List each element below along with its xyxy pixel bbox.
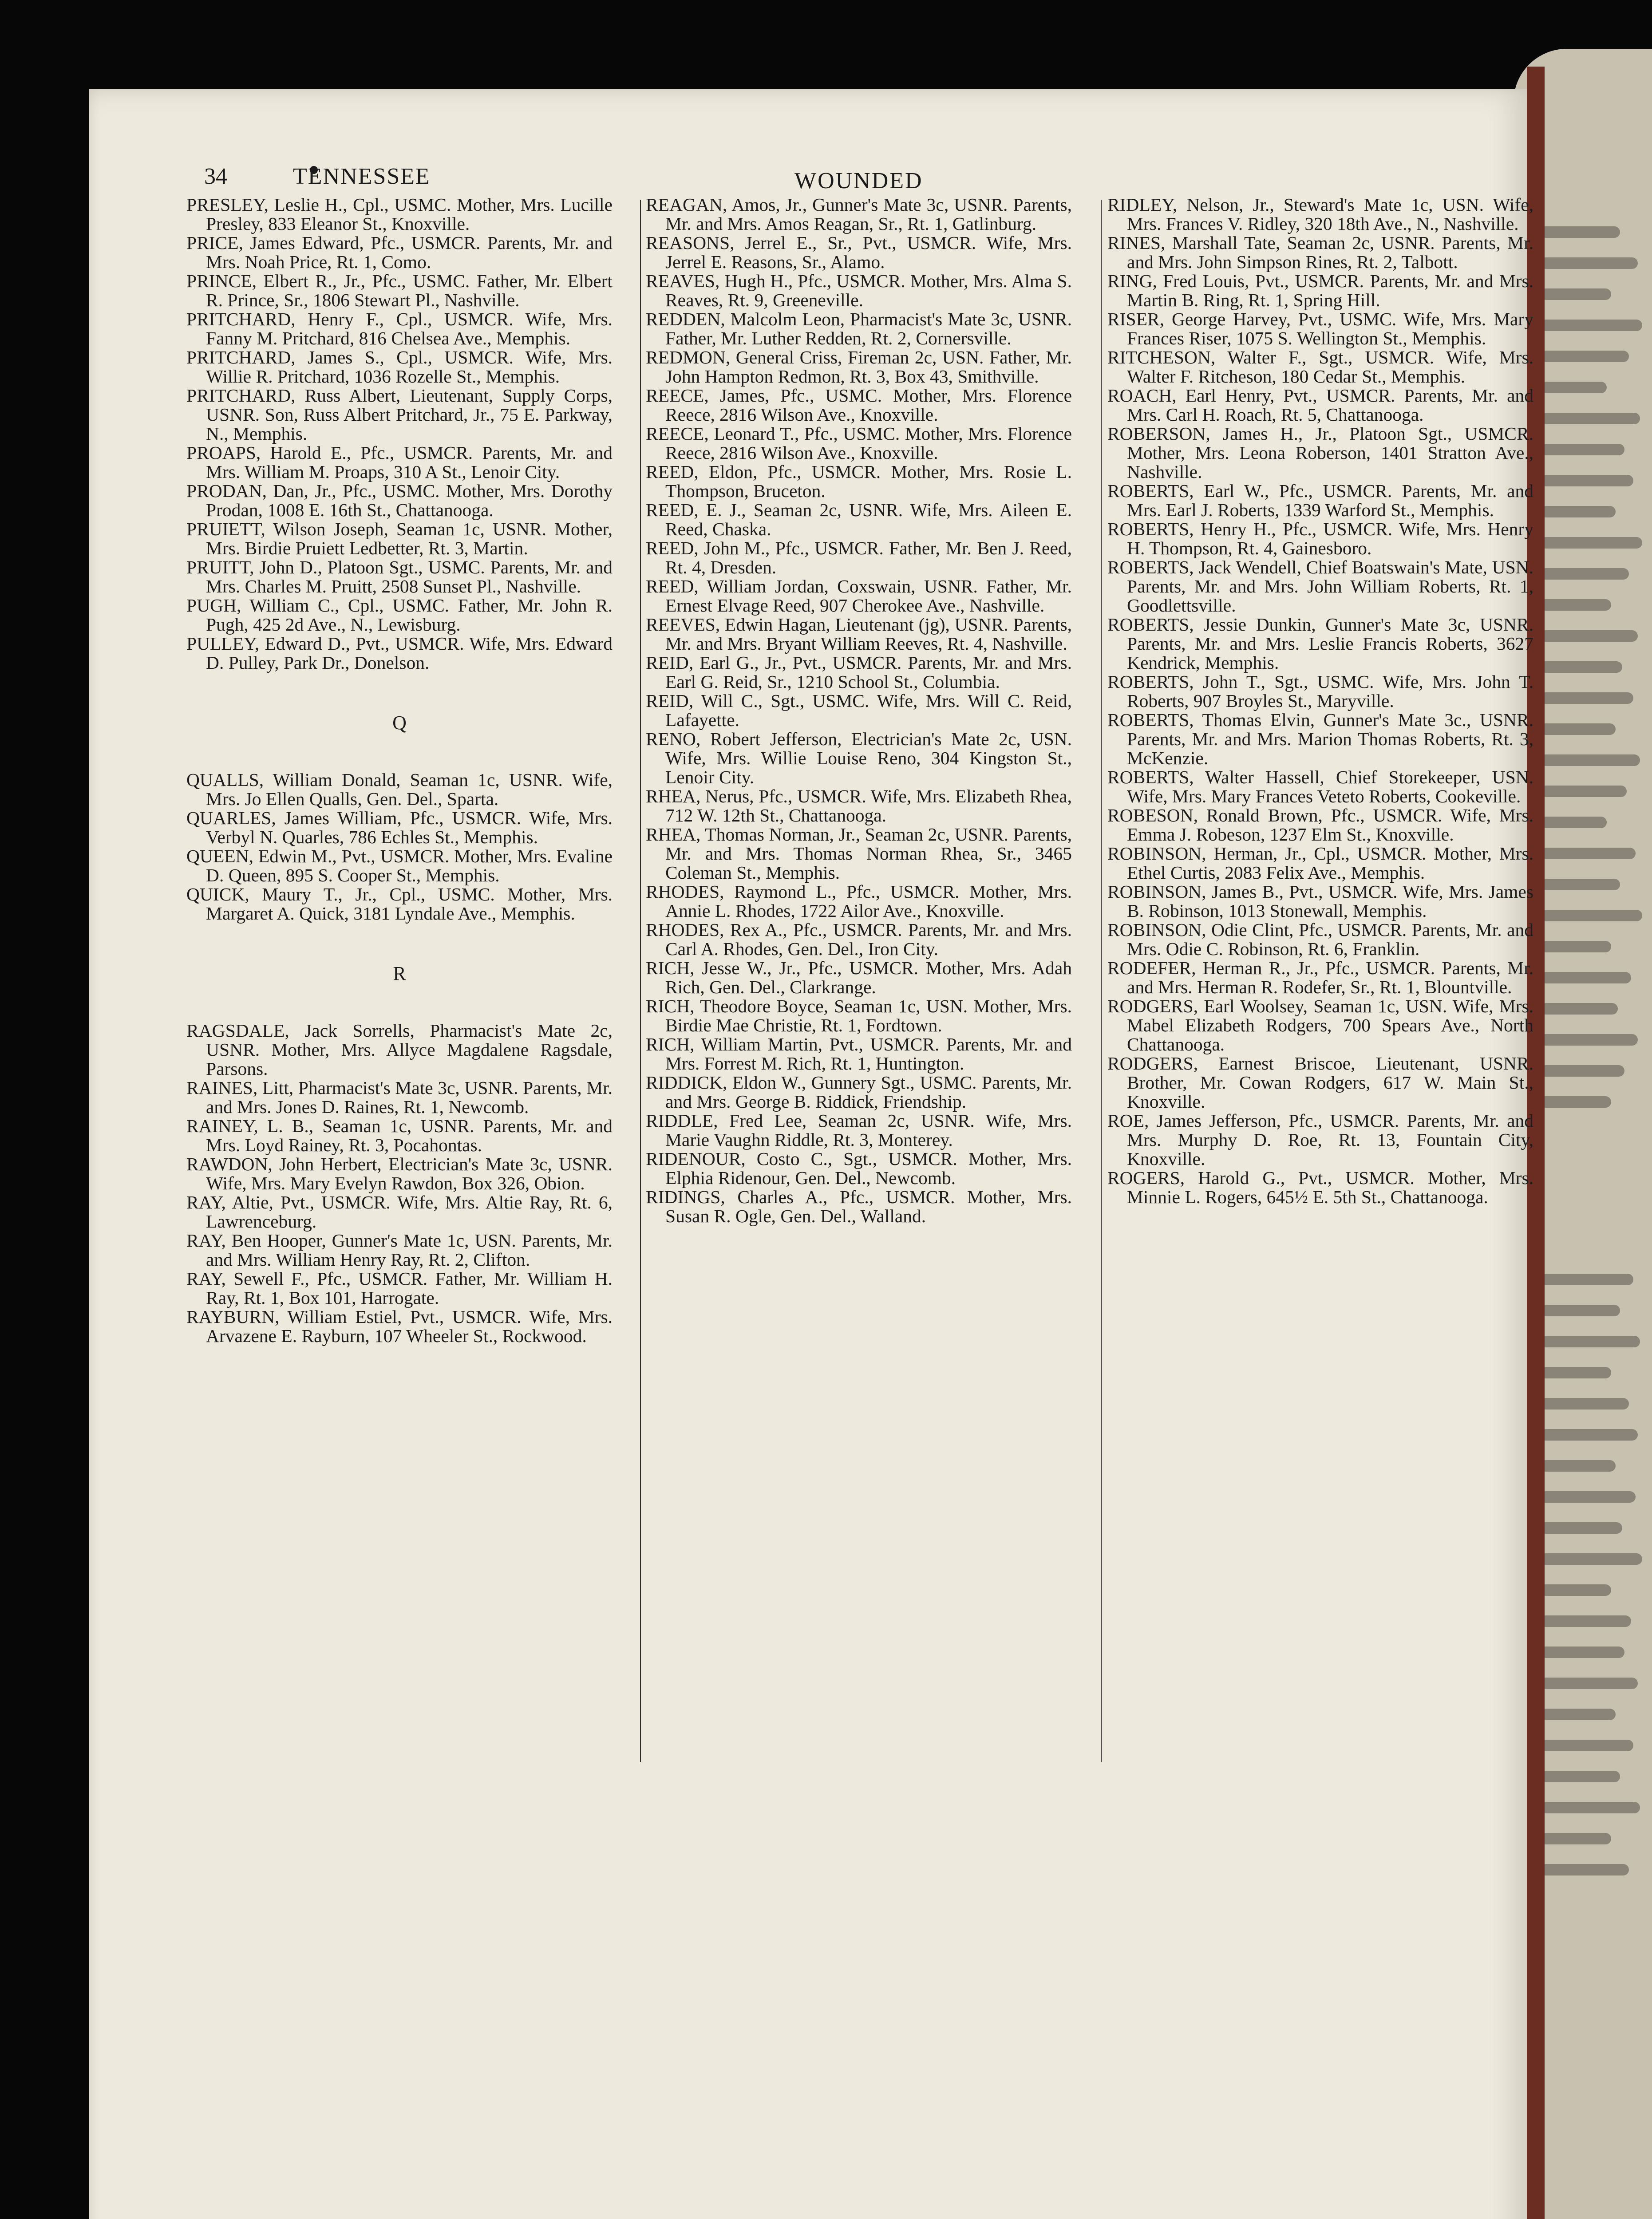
casualty-entry: REED, Eldon, Pfc., USMCR. Mother, Mrs. Rosie L. Thompson, Bruceton. xyxy=(646,462,1072,501)
casualty-entry: REED, E. J., Seaman 2c, USNR. Wife, Mrs. Aileen E. Reed, Chaska. xyxy=(646,500,1072,539)
casualty-entry: PROAPS, Harold E., Pfc., USMCR. Parents, Mr. and Mrs. William M. Proaps, 310 A St., Lenoir City. xyxy=(186,442,613,482)
page-header xyxy=(204,163,1652,193)
casualty-entry: REED, William Jordan, Coxswain, USNR. Father, Mr. Ernest Elvage Reed, 907 Cherokee Ave., Nashville. xyxy=(646,576,1072,616)
casualty-entry: QUICK, Maury T., Jr., Cpl., USMC. Mother, Mrs. Margaret A. Quick, 3181 Lyndale Ave., Memphis. xyxy=(186,884,613,924)
casualty-entry: RAY, Altie, Pvt., USMCR. Wife, Mrs. Altie Ray, Rt. 6, Lawrenceburg. xyxy=(186,1192,613,1232)
casualty-entry: RHODES, Rex A., Pfc., USMCR. Parents, Mr. and Mrs. Carl A. Rhodes, Gen. Del., Iron City. xyxy=(646,920,1072,959)
casualty-entry: RAINES, Litt, Pharmacist's Mate 3c, USNR. Parents, Mr. and Mrs. Jones D. Raines, Rt. 1, Newcomb. xyxy=(186,1078,613,1117)
section-letter: Q xyxy=(392,712,407,734)
casualty-entry: RICH, William Martin, Pvt., USMCR. Parents, Mr. and Mrs. Forrest M. Rich, Rt. 1, Huntington. xyxy=(646,1034,1072,1074)
casualty-entry: ROBERTS, Thomas Elvin, Gunner's Mate 3c., USNR. Parents, Mr. and Mrs. Marion Thomas Roberts, Rt. 3, McKenzie. xyxy=(1107,710,1533,768)
casualty-entry: RIDENOUR, Costo C., Sgt., USMCR. Mother, Mrs. Elphia Ridenour, Gen. Del., Newcomb. xyxy=(646,1149,1072,1188)
casualty-entry: RIDDLE, Fred Lee, Seaman 2c, USNR. Wife, Mrs. Marie Vaughn Riddle, Rt. 3, Monterey. xyxy=(646,1110,1072,1150)
casualty-entry: RIDLEY, Nelson, Jr., Steward's Mate 1c, USN. Wife, Mrs. Frances V. Ridley, 320 18th Ave., N., Nashville. xyxy=(1107,194,1533,234)
casualty-entry: REDMON, General Criss, Fireman 2c, USN. Father, Mr. John Hampton Redmon, Rt. 3, Box 43, Smithville. xyxy=(646,347,1072,387)
casualty-entry: RAY, Ben Hooper, Gunner's Mate 1c, USN. Parents, Mr. and Mrs. William Henry Ray, Rt. 2, Clifton. xyxy=(186,1230,613,1270)
casualty-entry: ROBERTS, Earl W., Pfc., USMCR. Parents, Mr. and Mrs. Earl J. Roberts, 1339 Warford St., Memphis. xyxy=(1107,481,1533,520)
casualty-entry: ROBESON, Ronald Brown, Pfc., USMCR. Wife, Mrs. Emma J. Robeson, 1237 Elm St., Knoxville. xyxy=(1107,805,1533,845)
casualty-entry: PULLEY, Edward D., Pvt., USMCR. Wife, Mrs. Edward D. Pulley, Park Dr., Donelson. xyxy=(186,633,613,673)
casualty-entry: RAGSDALE, Jack Sorrells, Pharmacist's Mate 2c, USNR. Mother, Mrs. Allyce Magdalene Ragsdale, Parsons. xyxy=(186,1020,613,1079)
casualty-entry: ROACH, Earl Henry, Pvt., USMCR. Parents, Mr. and Mrs. Carl H. Roach, Rt. 5, Chattanooga. xyxy=(1107,385,1533,425)
casualty-entry: PRUITT, John D., Platoon Sgt., USMC. Parents, Mr. and Mrs. Charles M. Pruitt, 2508 Sunset Pl., Nashville. xyxy=(186,557,613,596)
casualty-entry: ROBERTS, Walter Hassell, Chief Storekeeper, USN. Wife, Mrs. Mary Frances Veteto Roberts, Cookeville. xyxy=(1107,767,1533,806)
casualty-entry: RHEA, Thomas Norman, Jr., Seaman 2c, USNR. Parents, Mr. and Mrs. Thomas Norman Rhea, Sr., 3465 Coleman St., Memphis. xyxy=(646,824,1072,883)
casualty-entry: ROBERTS, Henry H., Pfc., USMCR. Wife, Mrs. Henry H. Thompson, Rt. 4, Gainesboro. xyxy=(1107,519,1533,558)
casualty-entry: REID, Will C., Sgt., USMC. Wife, Mrs. Will C. Reid, Lafayette. xyxy=(646,691,1072,730)
casualty-entry: ROBINSON, Odie Clint, Pfc., USMCR. Parents, Mr. and Mrs. Odie C. Robinson, Rt. 6, Franklin. xyxy=(1107,920,1533,959)
casualty-entry: QUARLES, James William, Pfc., USMCR. Wife, Mrs. Verbyl N. Quarles, 786 Echles St., Memphis. xyxy=(186,808,613,847)
running-head-title: WOUNDED xyxy=(794,168,923,193)
casualty-entry: ROE, James Jefferson, Pfc., USMCR. Parents, Mr. and Mrs. Murphy D. Roe, Rt. 13, Fountain City, Knoxville. xyxy=(1107,1110,1533,1169)
casualty-entry: REEVES, Edwin Hagan, Lieutenant (jg), USNR. Parents, Mr. and Mrs. Bryant William Reeves, Rt. 4, Nashville. xyxy=(646,614,1072,654)
casualty-entry: RHEA, Nerus, Pfc., USMCR. Wife, Mrs. Elizabeth Rhea, 712 W. 12th St., Chattanooga. xyxy=(646,786,1072,825)
casualty-entry: QUEEN, Edwin M., Pvt., USMCR. Mother, Mrs. Evaline D. Queen, 895 S. Cooper St., Memphis. xyxy=(186,846,613,885)
casualty-entry: ROBERTS, Jack Wendell, Chief Boatswain's Mate, USN. Parents, Mr. and Mrs. John William Roberts, Rt. 1, Goodlettsville. xyxy=(1107,557,1533,616)
casualty-entry: PRODAN, Dan, Jr., Pfc., USMC. Mother, Mrs. Dorothy Prodan, 1008 E. 16th St., Chattanooga. xyxy=(186,481,613,520)
casualty-entry: RISER, George Harvey, Pvt., USMC. Wife, Mrs. Mary Frances Riser, 1075 S. Wellington St., Memphis. xyxy=(1107,309,1533,348)
casualty-entry: PRINCE, Elbert R., Jr., Pfc., USMC. Father, Mr. Elbert R. Prince, Sr., 1806 Stewart Pl., Nashville. xyxy=(186,271,613,310)
casualty-entry: ROBINSON, James B., Pvt., USMCR. Wife, Mrs. James B. Robinson, 1013 Stonewall, Memphis. xyxy=(1107,881,1533,921)
section-letter: R xyxy=(393,963,406,984)
casualty-entry: PRITCHARD, Russ Albert, Lieutenant, Supply Corps, USNR. Son, Russ Albert Pritchard, Jr., 75 E. Parkway, N., Memphis. xyxy=(186,385,613,444)
casualty-entry: RICH, Jesse W., Jr., Pfc., USMCR. Mother, Mrs. Adah Rich, Gen. Del., Clarkrange. xyxy=(646,958,1072,997)
casualty-entry: PRESLEY, Leslie H., Cpl., USMC. Mother, Mrs. Lucille Presley, 833 Eleanor St., Knoxville. xyxy=(186,194,613,234)
column-divider xyxy=(640,200,641,1762)
casualty-entry: RODGERS, Earl Woolsey, Seaman 1c, USN. Wife, Mrs. Mabel Elizabeth Rodgers, 700 Spears Ave., North Chattanooga. xyxy=(1107,996,1533,1054)
casualty-entry: ROBERSON, James H., Jr., Platoon Sgt., USMCR. Mother, Mrs. Leona Roberson, 1401 Stratton Ave., Nashville. xyxy=(1107,423,1533,482)
page-number: 34 xyxy=(204,164,227,189)
casualty-entry: PRICE, James Edward, Pfc., USMCR. Parents, Mr. and Mrs. Noah Price, Rt. 1, Como. xyxy=(186,233,613,272)
text-column-2 xyxy=(646,195,1072,1226)
text-column-1 xyxy=(186,195,613,1346)
casualty-entry: RAYBURN, William Estiel, Pvt., USMCR. Wife, Mrs. Arvazene E. Rayburn, 107 Wheeler St., Rockwood. xyxy=(186,1307,613,1346)
column-divider xyxy=(1101,200,1102,1762)
casualty-entry: REID, Earl G., Jr., Pvt., USMCR. Parents, Mr. and Mrs. Earl G. Reid, Sr., 1210 School St., Columbia. xyxy=(646,652,1072,692)
casualty-entry: RAINEY, L. B., Seaman 1c, USNR. Parents, Mr. and Mrs. Loyd Rainey, Rt. 3, Pocahontas. xyxy=(186,1116,613,1155)
casualty-entry: RINES, Marshall Tate, Seaman 2c, USNR. Parents, Mr. and Mrs. John Simpson Rines, Rt. 2, Talbott. xyxy=(1107,233,1533,272)
casualty-entry: ROBERTS, John T., Sgt., USMC. Wife, Mrs. John T. Roberts, 907 Broyles St., Maryville. xyxy=(1107,671,1533,711)
casualty-entry: REDDEN, Malcolm Leon, Pharmacist's Mate 3c, USNR. Father, Mr. Luther Redden, Rt. 2, Cornersville. xyxy=(646,309,1072,348)
casualty-entry: PUGH, William C., Cpl., USMC. Father, Mr. John R. Pugh, 425 2d Ave., N., Lewisburg. xyxy=(186,595,613,635)
casualty-entry: ROGERS, Harold G., Pvt., USMCR. Mother, Mrs. Minnie L. Rogers, 645½ E. 5th St., Chattanooga. xyxy=(1107,1168,1533,1207)
casualty-entry: REAGAN, Amos, Jr., Gunner's Mate 3c, USNR. Parents, Mr. and Mrs. Amos Reagan, Sr., Rt. 1, Gatlinburg. xyxy=(646,194,1072,234)
casualty-entry: REAVES, Hugh H., Pfc., USMCR. Mother, Mrs. Alma S. Reaves, Rt. 9, Greeneville. xyxy=(646,271,1072,310)
casualty-entry: RODEFER, Herman R., Jr., Pfc., USMCR. Parents, Mr. and Mrs. Herman R. Rodefer, Sr., Rt. 1, Blountville. xyxy=(1107,958,1533,997)
casualty-entry: RAY, Sewell F., Pfc., USMCR. Father, Mr. William H. Ray, Rt. 1, Box 101, Harrogate. xyxy=(186,1268,613,1308)
casualty-entry: RIDINGS, Charles A., Pfc., USMCR. Mother, Mrs. Susan R. Ogle, Gen. Del., Walland. xyxy=(646,1187,1072,1226)
casualty-entry: RIDDICK, Eldon W., Gunnery Sgt., USMC. Parents, Mr. and Mrs. George B. Riddick, Friendship. xyxy=(646,1072,1072,1112)
bullet-dot-icon xyxy=(257,162,274,179)
casualty-entry: REECE, James, Pfc., USMC. Mother, Mrs. Florence Reece, 2816 Wilson Ave., Knoxville. xyxy=(646,385,1072,425)
casualty-entry: RODGERS, Earnest Briscoe, Lieutenant, USNR. Brother, Mr. Cowan Rodgers, 617 W. Main St., Knoxville. xyxy=(1107,1053,1533,1112)
casualty-entry: PRUIETT, Wilson Joseph, Seaman 1c, USNR. Mother, Mrs. Birdie Pruiett Ledbetter, Rt. 3, Martin. xyxy=(186,519,613,558)
casualty-entry: RICH, Theodore Boyce, Seaman 1c, USN. Mother, Mrs. Birdie Mae Christie, Rt. 1, Fordtown. xyxy=(646,996,1072,1035)
casualty-entry: RAWDON, John Herbert, Electrician's Mate 3c, USNR. Wife, Mrs. Mary Evelyn Rawdon, Box 326, Obion. xyxy=(186,1154,613,1193)
casualty-entry: REECE, Leonard T., Pfc., USMC. Mother, Mrs. Florence Reece, 2816 Wilson Ave., Knoxville. xyxy=(646,423,1072,463)
casualty-entry: REED, John M., Pfc., USMCR. Father, Mr. Ben J. Reed, Rt. 4, Dresden. xyxy=(646,538,1072,577)
casualty-entry: RITCHESON, Walter F., Sgt., USMCR. Wife, Mrs. Walter F. Ritcheson, 180 Cedar St., Memphis. xyxy=(1107,347,1533,387)
casualty-entry: PRITCHARD, James S., Cpl., USMCR. Wife, Mrs. Willie R. Pritchard, 1036 Rozelle St., Memphis. xyxy=(186,347,613,387)
casualty-entry: ROBERTS, Jessie Dunkin, Gunner's Mate 3c, USNR. Parents, Mr. and Mrs. Leslie Francis Roberts, 3627 Kendrick, Memphis. xyxy=(1107,614,1533,673)
casualty-entry: PRITCHARD, Henry F., Cpl., USMCR. Wife, Mrs. Fanny M. Pritchard, 816 Chelsea Ave., Memphis. xyxy=(186,309,613,348)
casualty-entry: QUALLS, William Donald, Seaman 1c, USNR. Wife, Mrs. Jo Ellen Qualls, Gen. Del., Sparta. xyxy=(186,770,613,809)
casualty-entry: RHODES, Raymond L., Pfc., USMCR. Mother, Mrs. Annie L. Rhodes, 1722 Ailor Ave., Knoxville. xyxy=(646,881,1072,921)
casualty-entry: REASONS, Jerrel E., Sr., Pvt., USMCR. Wife, Mrs. Jerrel E. Reasons, Sr., Alamo. xyxy=(646,233,1072,272)
casualty-entry: RING, Fred Louis, Pvt., USMCR. Parents, Mr. and Mrs. Martin B. Ring, Rt. 1, Spring Hill. xyxy=(1107,271,1533,310)
casualty-entry: ROBINSON, Herman, Jr., Cpl., USMCR. Mother, Mrs. Ethel Curtis, 2083 Felix Ave., Memphis. xyxy=(1107,843,1533,883)
text-column-3 xyxy=(1107,195,1533,1207)
running-head-state: TENNESSEE xyxy=(293,164,431,189)
casualty-entry: RENO, Robert Jefferson, Electrician's Mate 2c, USN. Wife, Mrs. Willie Louise Reno, 304 Kingston St., Lenoir City. xyxy=(646,729,1072,787)
